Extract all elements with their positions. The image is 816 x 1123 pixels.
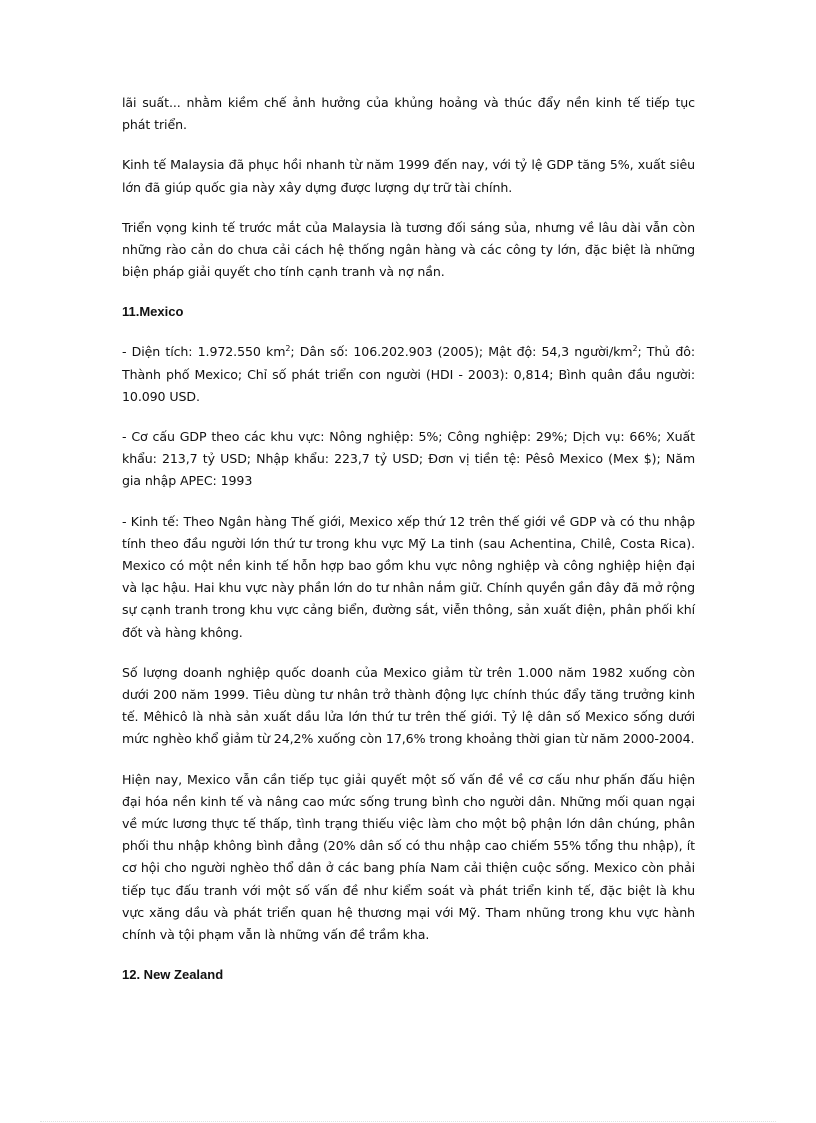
paragraph-mexico-challenges: Hiện nay, Mexico vẫn cần tiếp tục giải quyết một số vấn đề về cơ cấu như phấn đấu hiện đại hóa nền kinh tế và nâng cao mức sống trung bình cho người dân. Những mối quan ngại về mức lương thực tế thấp, tình trạng thiếu việc làm cho một bộ phận lớn dân chúng, phân phối thu nhập không bình đẳng (20% dân số có thu nhập cao chiếm 55% tổng thu nhập), ít cơ hội cho người nghèo thổ dân ở các bang phía Nam cải thiện cuộc sống. Mexico còn phải tiếp tục đấu tranh với một số vấn đề như kiểm soát và phát triển kinh tế, đặc biệt là khu vực xăng dầu và phát triển quan hệ thương mại với Mỹ. Tham nhũng trong khu vực hành chính và tội phạm vẫn là những vấn đề trầm kha. [122,771,695,943]
paragraph-malaysia-interest-rates: lãi suất... nhằm kiềm chế ảnh hưởng của khủng hoảng và thúc đẩy nền kinh tế tiếp tục phát triển. [122,95,695,133]
superscript-2: 2 [632,344,638,354]
section-heading-new-zealand: 12. New Zealand [122,967,224,983]
mexico-area-text: - Diện tích: 1.972.550 km [122,344,286,360]
mexico-capital-hdi-text: ; Thủ đô: Thành phố Mexico; Chỉ số phát triển con người (HDI - 2003): 0,814; Bình quân đầu người: 10.090 USD. [122,344,695,404]
paragraph-mexico-economy: - Kinh tế: Theo Ngân hàng Thế giới, Mexico xếp thứ 12 trên thế giới về GDP và có thu nhập tính theo đầu người lớn thứ tư trong khu vực Mỹ La tinh (sau Achentina, Chilê, Costa Rica). Mexico có một nền kinh tế hỗn hợp bao gồm khu vực nông nghiệp và công nghiệp hiện đại và lạc hậu. Hai khu vực này phần lớn do tư nhân nắm giữ. Chính quyền gần đây đã mở rộng sự cạnh tranh trong khu vực cảng biển, đường sắt, viễn thông, sản xuất điện, phân phối khí đốt và hàng không. [122,513,695,640]
paragraph-mexico-gdp-structure: - Cơ cấu GDP theo các khu vực: Nông nghiệp: 5%; Công nghiệp: 29%; Dịch vụ: 66%; Xuất khẩu: 213,7 tỷ USD; Nhập khẩu: 223,7 tỷ USD; Đơn vị tiền tệ: Pêsô Mexico (Mex $); Năm gia nhập APEC: 1993 [122,429,695,489]
paragraph-malaysia-recovery: Kinh tế Malaysia đã phục hồi nhanh từ năm 1999 đến nay, với tỷ lệ GDP tăng 5%, xuất siêu lớn đã giúp quốc gia này xây dựng được lượng dự trữ tài chính. [122,157,695,195]
mexico-population-text: ; Dân số: 106.202.903 (2005); Mật độ: 54,3 người/km [290,344,633,360]
document-page [122,92,695,986]
paragraph-mexico-state-enterprises: Số lượng doanh nghiệp quốc doanh của Mexico giảm từ trên 1.000 năm 1982 xuống còn dưới 200 năm 1999. Tiêu dùng tư nhân trở thành động lực chính thúc đẩy tăng trưởng kinh tế. Mêhicô là nhà sản xuất dầu lửa lớn thứ tư trên thế giới. Tỷ lệ dân số Mexico sống dưới mức nghèo khổ giảm từ 24,2% xuống còn 17,6% trong khoảng thời gian từ năm 2000-2004. [122,664,695,747]
page-bottom-divider [40,1121,776,1122]
section-heading-mexico: 11.Mexico [122,304,184,320]
paragraph-malaysia-outlook: Triển vọng kinh tế trước mắt của Malaysia là tương đối sáng sủa, nhưng về lâu dài vẫn còn những rào cản do chưa cải cách hệ thống ngân hàng và các công ty lớn, đặc biệt là những biện pháp giải quyết cho tính cạnh tranh và nợ nần. [122,219,695,280]
superscript-2: 2 [285,344,291,354]
paragraph-mexico-facts [122,341,695,408]
